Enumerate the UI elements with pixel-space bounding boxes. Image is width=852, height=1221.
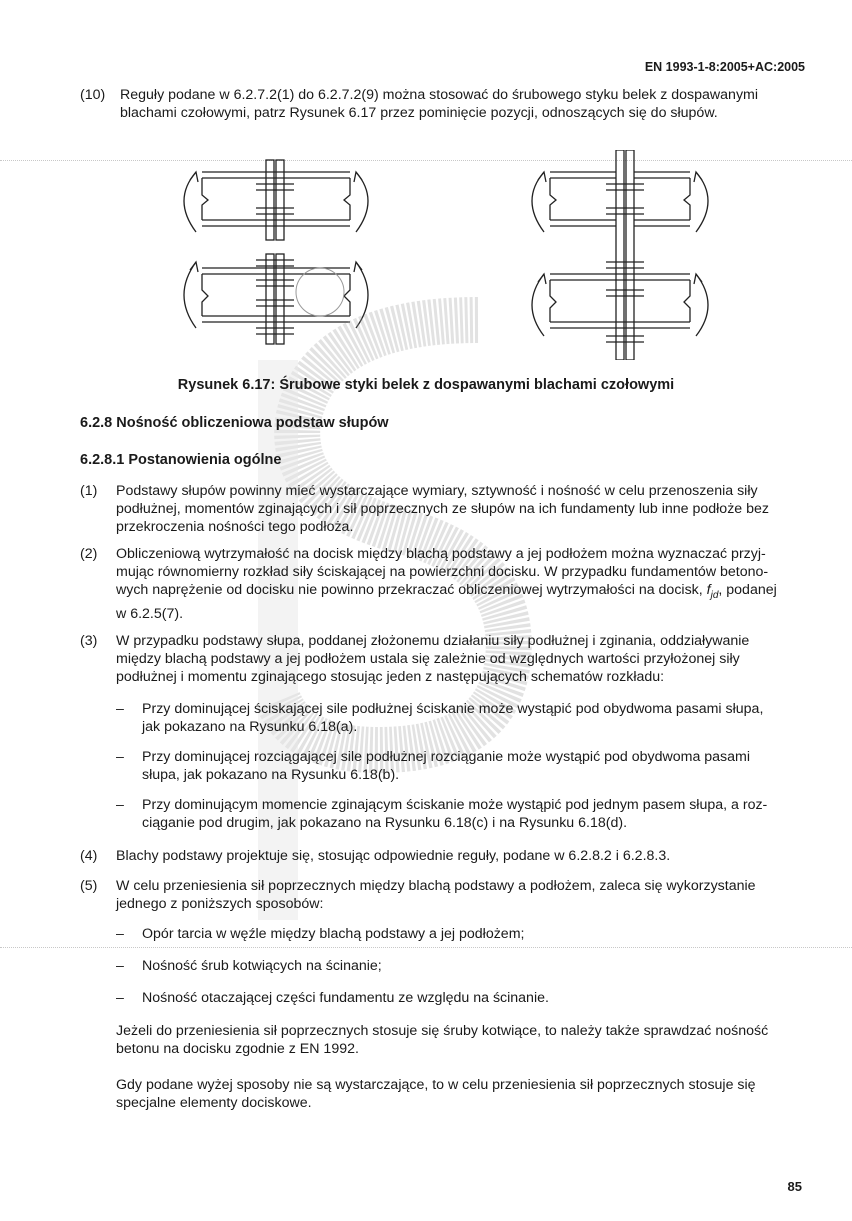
paragraph-line: podłużnej i momentu zginającego stosując jeden z następujących schematów rozkładu: bbox=[116, 669, 665, 685]
paragraph-line: w 6.2.5(7). bbox=[116, 605, 184, 622]
paragraph-number: (5) bbox=[80, 878, 98, 894]
paragraph-line: wych naprężenie od docisku nie powinno przekraczać obliczeniowej wytrzymałości na docisk, $f_{jd}$, podanej bbox=[116, 582, 777, 601]
paragraph-line: Blachy podstawy projektuje się, stosując odpowiednie reguły, podane w 6.2.8.2 i 6.2.8.3. bbox=[116, 848, 671, 864]
scan-line bbox=[0, 947, 852, 948]
paragraph-number: (1) bbox=[80, 483, 98, 499]
paragraph-line: Reguły podane w 6.2.7.2(1) do 6.2.7.2(9) można stosować do śrubowego styku belek z dospawanymi bbox=[120, 87, 759, 103]
paragraph-line: Obliczeniową wytrzymałość na docisk między blachą podstawy a jej podłożem można wyznaczać przyj- bbox=[116, 546, 766, 562]
paragraph-number: (4) bbox=[80, 848, 98, 864]
page-number: 85 bbox=[787, 1179, 802, 1194]
paragraph-line: mując równomierny rozkład siły ściskającej na powierzchni docisku. W przypadku fundamentów betono- bbox=[116, 564, 769, 580]
paragraph-number: (10) bbox=[80, 87, 106, 103]
paragraph-line: W celu przeniesienia sił poprzecznych między blachą podstawy a podłożem, zaleca się wykorzystanie bbox=[116, 878, 756, 894]
paragraph-line: W przypadku podstawy słupa, poddanej złożonemu działaniu siły podłużnej i zginania, oddziaływanie bbox=[116, 633, 750, 649]
subsection-heading: 6.2.8.1 Postanowienia ogólne bbox=[80, 452, 282, 468]
paragraph-line: blachami czołowymi, patrz Rysunek 6.17 przez pominięcie pozycji, odnoszących się do słupów. bbox=[120, 105, 718, 121]
figure-caption: Rysunek 6.17: Śrubowe styki belek z dospawanymi blachami czołowymi bbox=[177, 377, 675, 393]
paragraph-number: (3) bbox=[80, 633, 98, 649]
paragraph-line: Podstawy słupów powinny mieć wystarczające wymiary, sztywność i nośność w celu przenoszenia siły bbox=[116, 483, 758, 499]
paragraph-line: jednego z poniższych sposobów: bbox=[116, 896, 324, 912]
section-heading: 6.2.8 Nośność obliczeniowa podstaw słupów bbox=[80, 415, 389, 431]
paragraph-line: podłużnej, momentów zginających i sił poprzecznych ze słupów na ich fundamenty lub inne podłoże bez bbox=[116, 501, 769, 517]
paragraph-line: przekroczenia nośności tego podłoża. bbox=[116, 519, 354, 535]
document-code-header: EN 1993-1-8:2005+AC:2005 bbox=[644, 60, 805, 74]
splice-top-left bbox=[184, 160, 368, 240]
paragraph-line: między blachą podstawy a jej podłożem ustala się zależnie od względnych wartości przyłożonej siły bbox=[116, 651, 740, 667]
paragraph-number: (2) bbox=[80, 546, 98, 562]
